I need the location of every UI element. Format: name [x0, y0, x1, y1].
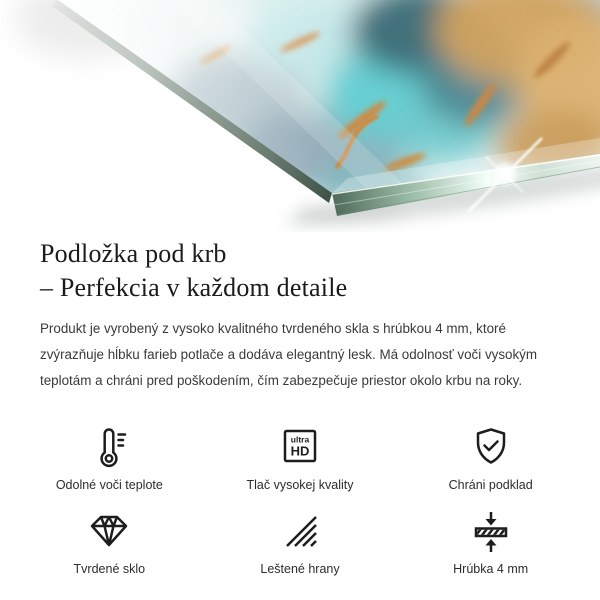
title-line-2: – Perfekcia v každom detaile [40, 273, 348, 302]
feature-label: Hrúbka 4 mm [453, 562, 529, 576]
feature-label: Chráni podklad [448, 478, 533, 492]
shield-check-icon [469, 422, 513, 470]
svg-text:ultra: ultra [290, 434, 310, 445]
thickness-press-icon [469, 506, 513, 554]
feature-heat-resistant [14, 422, 205, 493]
feature-protects-surface [395, 422, 586, 493]
svg-text:HD: HD [290, 443, 310, 459]
feature-label: Leštené hrany [260, 562, 340, 576]
page-title [40, 237, 560, 305]
feature-tempered-glass [14, 506, 205, 577]
glass-panel-artwork [0, 0, 600, 232]
feature-print-quality [205, 422, 396, 493]
feature-polished-edges [205, 506, 396, 577]
polished-edges-icon [278, 506, 322, 554]
features-grid [14, 422, 586, 577]
feature-thickness [395, 506, 586, 577]
feature-label: Odolné voči teplote [55, 478, 163, 492]
diamond-icon [87, 506, 131, 554]
thermometer-icon [87, 422, 131, 470]
hero-product-image [0, 0, 600, 232]
feature-label: Tvrdené sklo [73, 562, 146, 576]
title-line-1: Podložka pod krb [40, 239, 227, 268]
ultra-hd-icon [278, 422, 322, 470]
feature-label: Tlač vysokej kvality [246, 478, 354, 492]
title-block [40, 237, 560, 305]
product-description: Produkt je vyrobený z vysoko kvalitného tvrdeného skla s hrúbkou 4 mm, ktoré zvýrazňuje hĺbku farieb potlače a dodáva elegantný lesk. Má odolnosť voči vysokým teplotám a chráni pred poškodením, čím zabezpečuje priestor okolo krbu na roky. [40, 321, 538, 388]
